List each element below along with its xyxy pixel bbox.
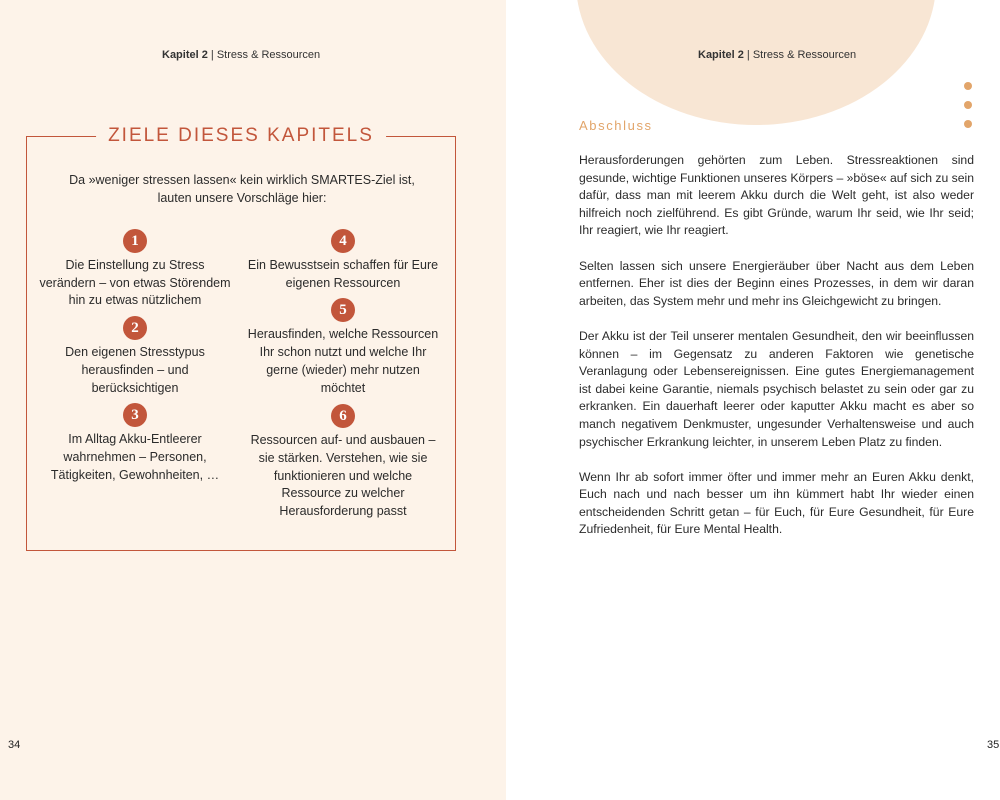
right-page [506, 0, 1000, 800]
running-head-title: Stress & Ressourcen [752, 49, 857, 61]
dot-icon [964, 101, 972, 109]
goal-item [245, 404, 441, 521]
goals-box-title: ZIELE DIESES KAPITELS [96, 125, 386, 147]
goals-column-left [37, 229, 233, 484]
running-head-separator: | [743, 49, 753, 61]
goal-item [37, 403, 233, 484]
goal-text: Ein Bewusstsein schaffen für Eure eigenen Ressourcen [247, 258, 439, 290]
goals-column-right [245, 229, 441, 521]
goal-number-badge: 2 [123, 316, 147, 340]
chapter-goals-box [26, 125, 456, 551]
paragraph: Selten lassen sich unsere Energieräuber über Nacht aus dem Leben entfernen. Eher ist dies der Beginn eines Prozesses, in dem wir daran arbeiten, das System mehr und mehr ins Gleichgewicht zu bringen. [579, 258, 974, 308]
paragraph: Herausforderungen gehörten zum Leben. Stressreaktionen sind gesunde, wichtige Funktionen unseres Körpers – »böse« auf sich zu sein dafür, dass man mit leerem Akku durch die Welt geht, ist also weder hilfreich noch zielführend. Es gibt Gründe, warum Ihr seid, wie Ihr seid; Ihr reagiert, wie Ihr reagiert. [579, 153, 974, 238]
running-head-title: Stress & Ressourcen [216, 49, 321, 61]
goal-item [37, 316, 233, 397]
goal-text: Im Alltag Akku-Entleerer wahrnehmen – Personen, Tätigkeiten, Gewohnheiten, … [50, 432, 220, 482]
running-head-chapter: Kapitel 2 [698, 49, 744, 61]
goal-number-badge: 1 [123, 229, 147, 253]
goal-item [245, 298, 441, 397]
body-text [579, 152, 974, 557]
decorative-blob [576, 0, 936, 125]
goal-text: Die Einstellung zu Stress verändern – von etwas Störendem hin zu etwas nützlichem [39, 258, 231, 308]
decorative-dots [964, 82, 972, 139]
paragraph: Der Akku ist der Teil unserer mentalen Gesundheit, den wir beeinflussen können – im Gegensatz zu anderen Faktoren wie genetische Veranlagung oder Lebensereignissen. Eine gutes Energiemanagement ist dabei keine Garantie, niemals psychisch belastet zu sein oder gar zu erkranken. Ein dauerhaft leerer oder kaputter Akku macht es aber so manch negativem Denkmuster, ungesunder Verhaltensweise und auch psychischer Erkrankung leichter, in unserem Leben Platz zu finden. [579, 328, 974, 449]
goal-number-badge: 4 [331, 229, 355, 253]
goal-item [245, 229, 441, 292]
goal-item [37, 229, 233, 310]
paragraph: Wenn Ihr ab sofort immer öfter und immer mehr an Euren Akku denkt, Euch nach und nach besser um ihn kümmert habt Ihr wieder einen entscheidenden Schritt getan – für Euch, für Eure Gesundheit, für Eure Zufriedenheit, für Eure Mental Health. [579, 469, 974, 537]
running-head [162, 49, 320, 61]
dot-icon [964, 82, 972, 90]
goal-text: Den eigenen Stresstypus herausfinden – und berücksichtigen [65, 345, 205, 395]
goal-number-badge: 6 [331, 404, 355, 428]
page-number: 35 [987, 739, 1000, 751]
running-head [698, 49, 856, 61]
dot-icon [964, 120, 972, 128]
goal-text: Herausfinden, welche Ressourcen Ihr schon nutzt und welche Ihr gerne (wieder) mehr nutzen möchtet [247, 327, 439, 395]
goal-text: Ressourcen auf- und ausbauen – sie stärken. Verstehen, wie sie funktionieren und welche Ressource zu welcher Herausforderung passt [250, 433, 436, 519]
goal-number-badge: 3 [123, 403, 147, 427]
goal-number-badge: 5 [331, 298, 355, 322]
running-head-chapter: Kapitel 2 [162, 49, 208, 61]
section-heading: Abschluss [579, 118, 653, 133]
goals-box-intro: Da »weniger stressen lassen« kein wirklich SMARTES-Ziel ist, lauten unsere Vorschläge hier: [69, 173, 415, 205]
page-number: 34 [8, 739, 21, 751]
running-head-separator: | [207, 49, 217, 61]
